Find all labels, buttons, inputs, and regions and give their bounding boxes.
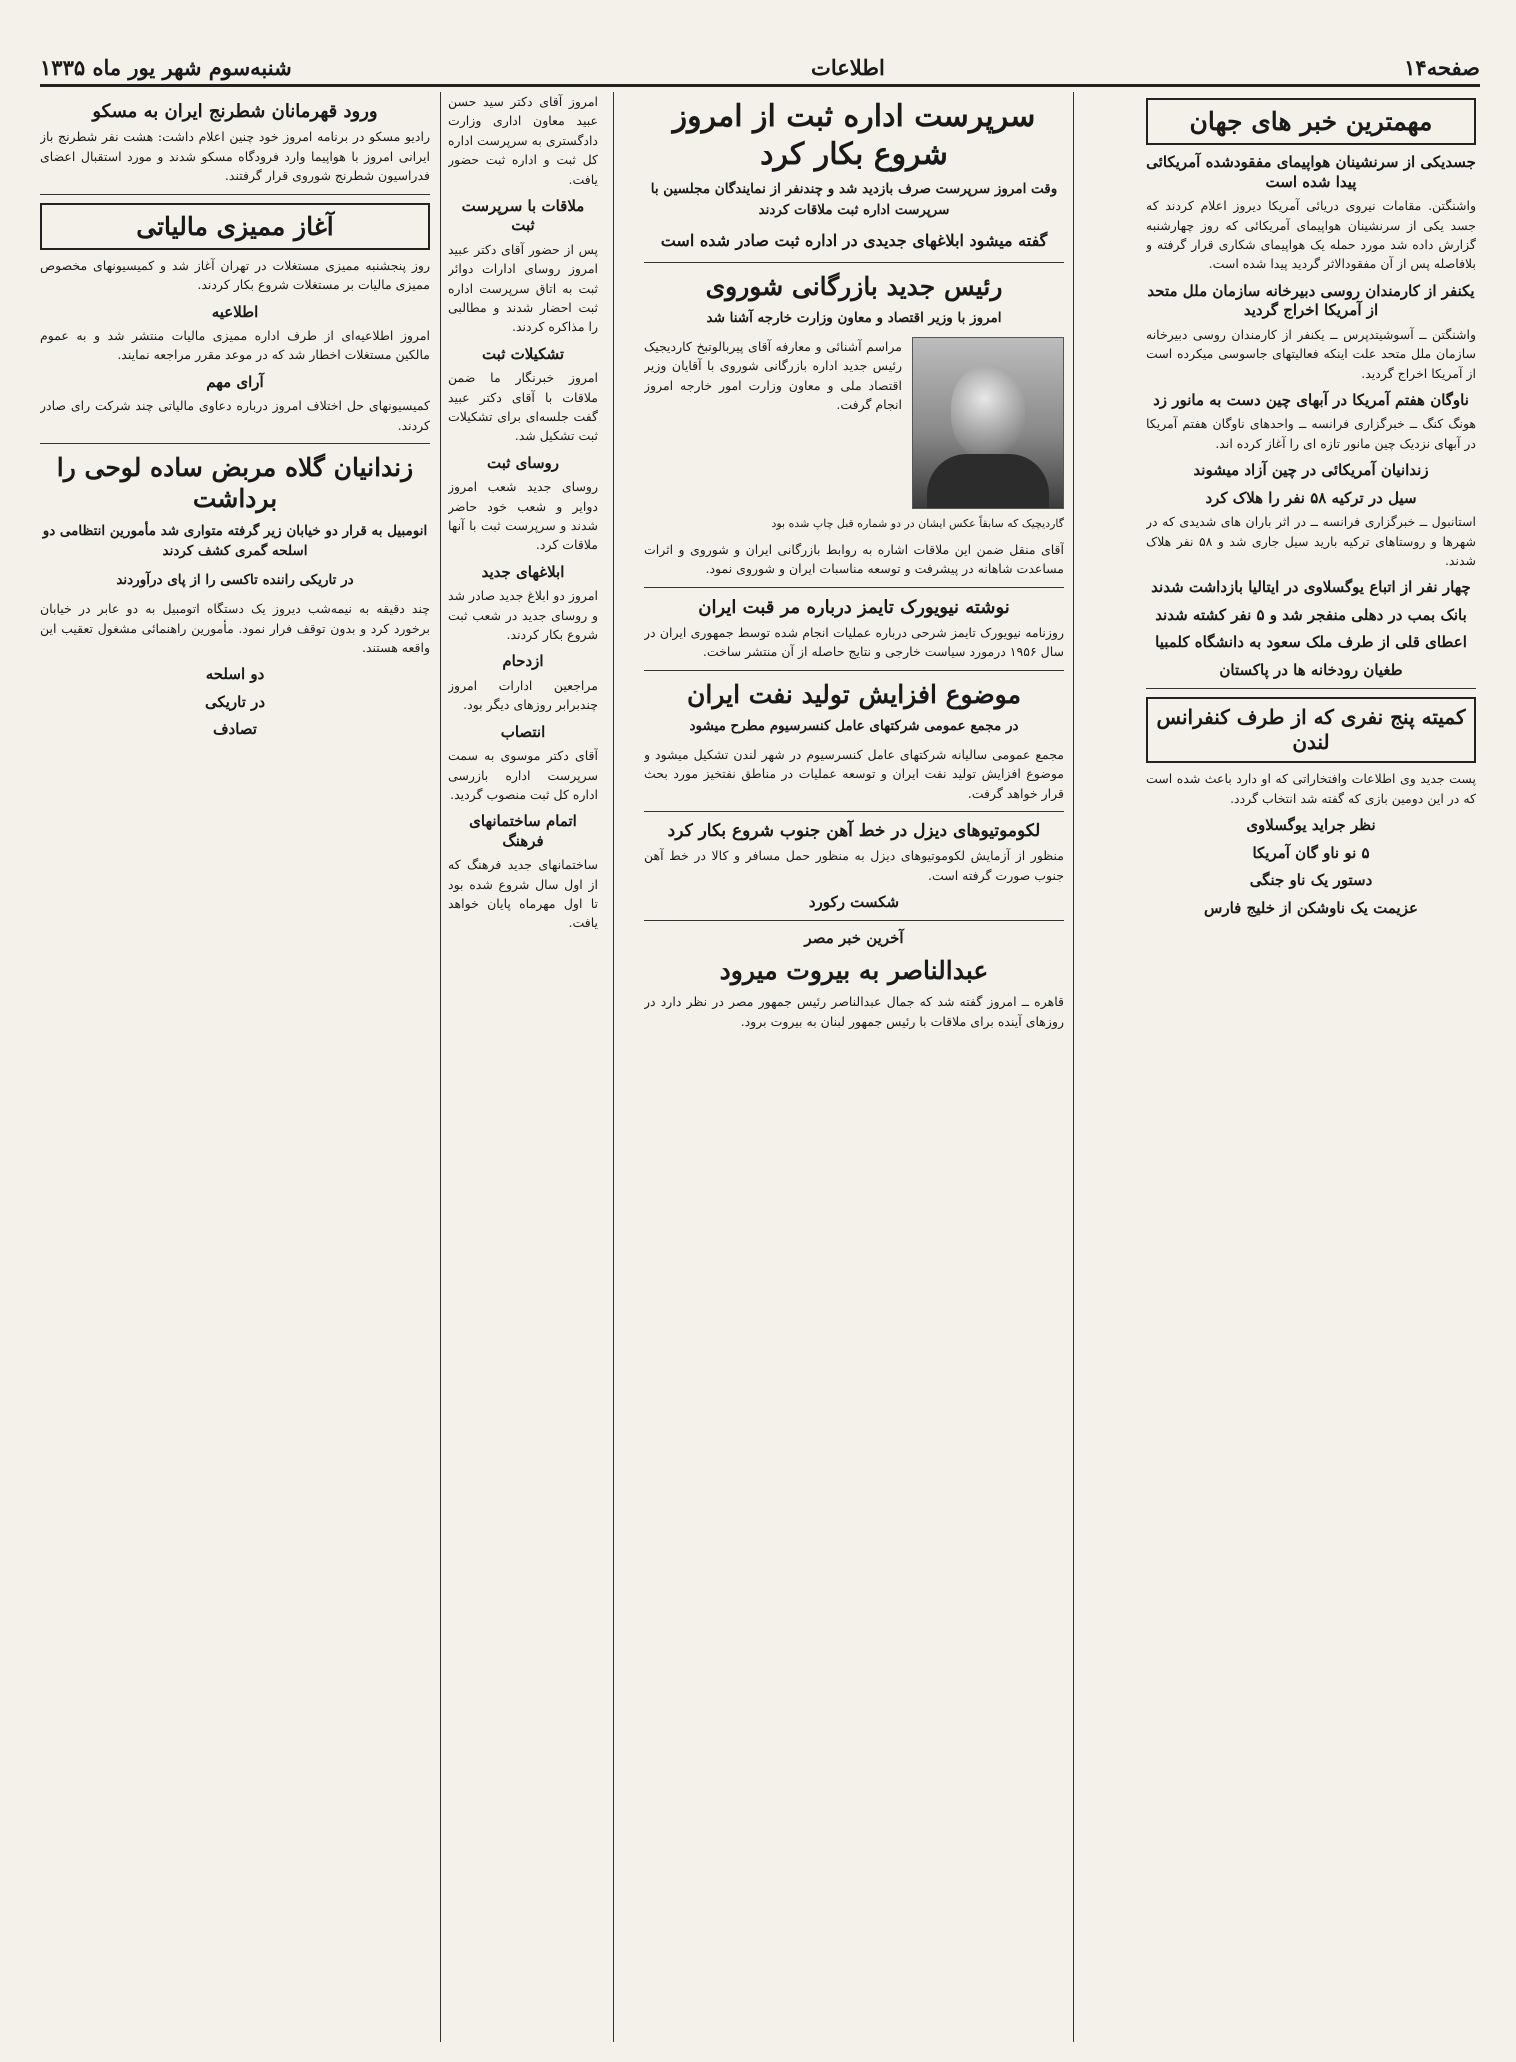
story-head: نظر جراید یوگسلاوی <box>1246 816 1376 834</box>
story-head: ابلاغهای جدید <box>481 562 565 581</box>
story-head: روسای ثبت <box>486 453 560 472</box>
story-head: طغیان رودخانه ها در پاکستان <box>1219 660 1403 679</box>
story-head: ۵ نو ناو گان آمریکا <box>1252 843 1370 862</box>
story-head: دستور یک ناو جنگی <box>1249 871 1373 889</box>
story-subhead: امروز با وزیر اقتصاد و معاون وزارت خارجه آشنا شد <box>706 309 1002 326</box>
story-body: پس از حضور آقای دکتر عبید امروز روسای ادارات دوائر ثبت به اتاق سرپرست اداره ثبت احضار شدند و مطالبی را مذاکره کردند. <box>448 241 598 335</box>
story-head: سیل در ترکیه ۵۸ نفر را هلاک کرد <box>1205 488 1417 507</box>
portrait-photo <box>912 337 1064 509</box>
story-head: عبدالناصر به بیروت میرود <box>719 955 989 985</box>
story-head: چهار نفر از اتباع یوگسلاوی در ایتالیا بازداشت شدند <box>1151 578 1471 597</box>
story-head: ملاقات با سرپرست ثبت <box>461 196 585 235</box>
story-body: پست جدید وی اطلاعات وافتخاراتی که او دارد باعث شده است که در این دومین بازی که گفته شد انتخاب گردد. <box>1146 771 1476 806</box>
story-body: استانبول ــ خبرگزاری فرانسه ــ در اثر باران های شدیدی که در شهرها و روستاهای ترکیه بارید سیل جاری شد و ۵۸ نفر هلاک شدند. <box>1146 514 1476 568</box>
world-news-column <box>1146 92 1476 2042</box>
story-body: مراسم آشنائی و معارفه آقای پیربالوتبخ کاردیجیک رئیس جدید اداره بازرگانی شوروی با آقایان وزیر اقتصاد ملی و معاون وزارت امور خارجه امروز انجام گرفت. <box>644 338 902 412</box>
story-body: واشنگتن.‌ مقامات نیروی دریائی آمریکا دیروز اعلام کردند که جسد یکی از سرنشینان هواپیمای آمریکائی که روز چهارشنبه گزارش داده شد مورد حمله یک هواپیمای شکاری قرار گرفته و بلافاصله پس از آن مفقودالاثر گردید پیدا شده است. <box>1146 198 1476 272</box>
story-body: ساختمانهای جدید فرهنگ که از اول سال شروع شده بود تا اول مهرماه پایان خواهد یافت. <box>448 857 598 931</box>
story-body: واشنگتن ــ آسوشیتدپرس ــ یکنفر از کارمندان روسی دبیرخانه سازمان ملل متحد علت اینکه فعالیتهای جاسوسی میکرده است از آمریکا اخراج گردید. <box>1146 326 1476 381</box>
story-head: جسدیکی از سرنشینان هواپیمای مفقودشده آمریکائی پیدا شده است <box>1146 153 1476 191</box>
story-head: انتصاب <box>500 722 546 741</box>
story-head: شکست رکورد <box>808 892 900 911</box>
story-head: نوشته نیویورک تایمز درباره مر قبت ایران <box>698 596 1010 618</box>
story-head: رئیس جدید بازرگانی شوروی <box>705 271 1003 301</box>
story-head: بانک بمب در دهلی منفجر شد و ۵ نفر کشته شدند <box>1155 605 1467 624</box>
story-subhead: در تاریکی راننده تاکسی را از پای درآوردند <box>116 572 354 589</box>
story-body: قاهره ــ امروز گفته شد که جمال عبدالناصر رئیس جمهور مصر در نظر دارد در روزهای آینده برای ملاقات با رئیس جمهور لبنان به بیروت برود. <box>644 994 1064 1029</box>
story-body: مجمع عمومی سالیانه شرکتهای عامل کنسرسیوم در شهر لندن تشکیل میشود و موضوع افزایش تولید نفت ایران و توسعه عملیات در مناطق نفتخیز مورد بحث قرار خواهد گرفت. <box>644 746 1064 801</box>
story-body: هونگ کنگ ــ خبرگزاری فرانسه ــ واحدهای ناوگان هفتم آمریکا در آبهای نزدیک چین مانور تازه ای را آغاز کرده اند. <box>1146 416 1476 451</box>
story-body: منظور از آزمایش لکوموتیوهای دیزل به منظور حمل مسافر و کالا در خط آهن جنوب صورت گرفته است. <box>644 848 1064 883</box>
registry-column <box>448 92 598 2042</box>
story-head: آخرین خبر مصر <box>804 929 904 948</box>
story-head: تشکیلات ثبت <box>481 344 565 363</box>
story-head: در تاریکی <box>204 692 266 711</box>
story-body: امروز دو ابلاغ جدید صادر شد و روسای جدید در شعب ثبت شروع بکار کردند. <box>448 588 598 642</box>
world-news-title: مهمترین خبر های جهان <box>1146 98 1476 145</box>
page-number: صفحه۱۴ <box>1404 54 1480 80</box>
story-body: چند دقیقه به نیمه‌شب دیروز یک دستگاه اتومبیل به دو عابر در خیابان برخورد کرد و بدون توقف فرار نمود. مأمورین راهنمائی مشغول تعقیب این واقعه هستند. <box>40 601 430 656</box>
paper-name: اطلاعات <box>811 54 885 80</box>
story-body: امروز خبرنگار ما ضمن ملاقات با آقای دکتر عبید گفت جلسه‌ای برای تشکیلات ثبت تشکیل شد. <box>448 370 598 444</box>
main-subhead: گفته میشود ابلاغهای جدیدی در اداره ثبت صادر شده است <box>660 230 1048 250</box>
story-subhead: در مجمع عمومی شرکتهای عامل کنسرسیوم مطرح میشود <box>689 718 1019 734</box>
story-body: مراجعین ادارات امروز چندبرابر روزهای دیگر بود. <box>448 677 598 713</box>
story-head: زندانیان گلاه مربض ساده لوحی را برداشت <box>56 453 414 514</box>
story-head: اطلاعیه <box>211 302 259 321</box>
story-head: آغاز ممیزی مالیاتی <box>40 203 430 250</box>
story-subhead: انومبیل به قرار دو خیابان زیر گرفته متواری شد مأمورین انتظامی دو اسلحه گمری کشف کردند <box>42 522 428 560</box>
story-head: ازدحام <box>502 652 544 671</box>
story-body: روزنامه نیویورک تایمز شرحی درباره عملیات انجام شده توسط جمهوری ایران در سال ۱۹۵۶ درمورد سیاست خارجی و نتایج حاصله از آن منتشر ساخت. <box>644 625 1064 660</box>
story-head: موضوع افزایش تولید نفت ایران <box>687 679 1021 709</box>
story-head: کمیته پنج نفری که از طرف کنفرانس لندن <box>1146 697 1476 763</box>
main-headline: سرپرست اداره ثبت از امروز شروع بکار کرد <box>672 99 1036 172</box>
story-body: آقای منقل ضمن این ملاقات اشاره به روابط بازرگانی ایران و شوروی و اثرات مساعدت شاهانه در پیشرفت و توسعه مناسبات ایران و شوروی نمود. <box>644 541 1064 577</box>
story-body: رادیو مسکو در برنامه امروز خود چنین اعلام داشت: هشت نفر شطرنج باز ایرانی امروز با هواپیما وارد فرودگاه مسکو شدند و مورد استقبال اعضای فدراسیون شطرنج شوروی قرار گرفتند. <box>40 129 430 184</box>
story-body: کمیسیونهای حل اختلاف امروز درباره دعاوی مالیاتی چند شرکت رای صادر کردند. <box>40 398 430 433</box>
story-head: آرای مهم <box>206 372 264 391</box>
story-head: ناوگان هفتم آمریکا در آبهای چین دست به مانور زد <box>1153 390 1469 409</box>
story-body: روز پنجشنبه ممیزی مستغلات در تهران آغاز شد و کمیسیونهای مخصوص ممیزی مالیات بر مستغلات شروع بکار کردند. <box>40 257 430 293</box>
photo-caption: گاردیچیک که سابقاً عکس ایشان در دو شماره قبل چاپ شده بود <box>771 516 1064 530</box>
story-head: ورود قهرمانان شطرنج ایران به مسکو <box>92 101 378 122</box>
story-body: امروز اطلاعیه‌ای از طرف اداره ممیزی مالیات منتشر شد و به عموم مالکین مستغلات اخطار شد که در موعد مقرر مراجعه نمایند. <box>40 328 430 363</box>
story-head: اتمام ساختمانهای فرهنگ <box>469 812 577 850</box>
story-head: اعطای قلی از طرف ملک سعود به دانشگاه کلمبیا <box>1155 633 1467 652</box>
story-body: روسای جدید شعب امروز دوایر و شعب خود حاضر شدند و سرپرست ثبت با آنها ملاقات کرد. <box>448 479 598 553</box>
story-head: دو اسلحه <box>205 665 265 684</box>
story-body: آقای دکتر موسوی به سمت سرپرست اداره بازرسی اداره کل ثبت منصوب گردید. <box>448 748 598 802</box>
story-head: یکنفر از کارمندان روسی دبیرخانه سازمان ملل متحد از آمریکا اخراج گردید <box>1147 281 1475 320</box>
main-subhead: وقت امروز سرپرست صرف بازدید شد و چندنفر از نمایندگان مجلسین با سرپرست اداره ثبت ملاقات کردند <box>650 181 1058 218</box>
issue-date: شنبه‌سوم شهر یور ماه ۱۳۳۵ <box>40 54 292 80</box>
main-story-column <box>644 92 1064 2042</box>
story-body: امروز آقای دکتر سید حسن عبید معاون اداری وزارت دادگستری به سرپرست اداره کل ثبت و اداره ثبت حضور یافت. <box>448 94 598 187</box>
story-head: زندانیان آمریکائی در چین آزاد میشوند <box>1193 461 1429 480</box>
local-news-column <box>40 92 430 2042</box>
story-head: لکوموتیوهای دیزل در خط آهن جنوب شروع بکار کرد <box>667 821 1041 842</box>
story-head: تصادف <box>213 720 257 739</box>
masthead <box>40 50 1480 87</box>
story-head: عزیمت یک ناوشکن از خلیج فارس <box>1204 898 1418 917</box>
